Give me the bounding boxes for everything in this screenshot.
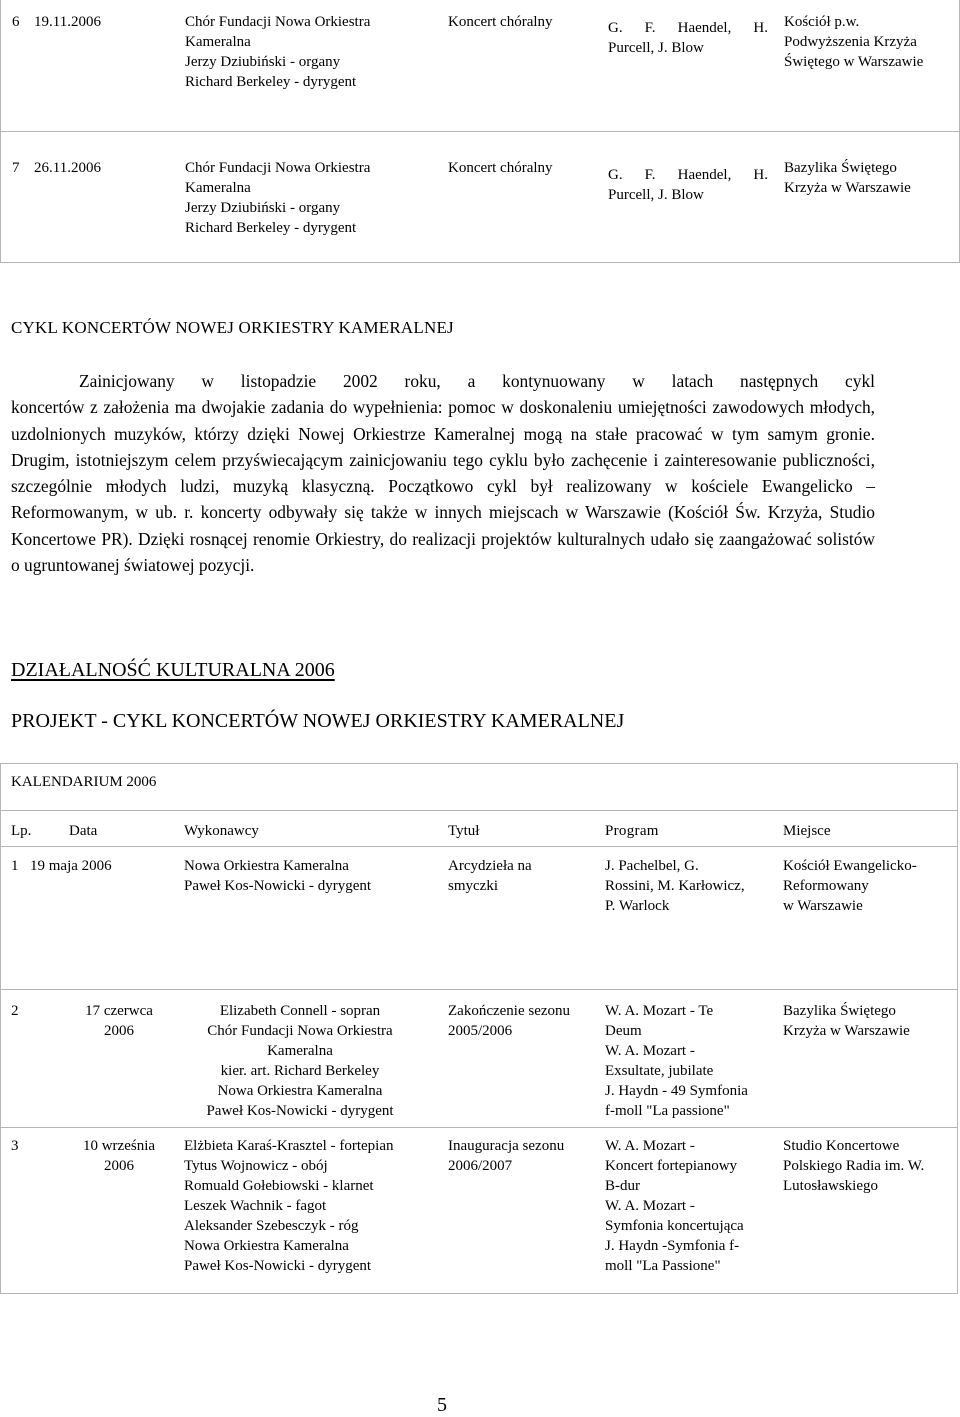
row7-title: Koncert chóralny (448, 160, 553, 176)
row6-lp: 6 (12, 14, 20, 30)
row7-date: 26.11.2006 (34, 160, 101, 176)
row6-date: 19.11.2006 (34, 14, 101, 30)
cal-row3-performers: Elżbieta Karaś-Krasztel - fortepian Tytus Wojnowicz - obój Romuald Gołebiowski - klarnet Leszek Wachnik - fagot Aleksander Szebesczyk - róg Nowa Orkiestra Kameralna Paweł Kos-Nowicki - dyrygent (184, 1138, 394, 1274)
cal-row1-place: Kościół Ewangelicko- Reformowany w Warszawie (783, 858, 917, 914)
header-title: Tytuł (448, 823, 480, 839)
cal-row3-place: Studio Koncertowe Polskiego Radia im. W. Lutosławskiego (783, 1138, 925, 1194)
row6-place: Kościół p.w. Podwyższenia Krzyża Świętego w Warszawie (784, 14, 924, 70)
cal-row1-performers: Nowa Orkiestra Kameralna Paweł Kos-Nowicki - dyrygent (184, 858, 372, 894)
cycle-heading: CYKL KONCERTÓW NOWEJ ORKIESTRY KAMERALNEJ (11, 318, 454, 337)
cal-row3-date: 10 września 2006 (82, 1138, 156, 1174)
row7-place: Bazylika Świętego Krzyża w Warszawie (784, 160, 911, 196)
cal-row1-program: J. Pachelbel, G. Rossini, M. Karłowicz, P. Warlock (605, 858, 745, 914)
project-heading: PROJEKT - CYKL KONCERTÓW NOWEJ ORKIESTRY KAMERALNEJ (11, 710, 625, 732)
intro-first-line: Zainicjowany w listopadzie 2002 roku, a kontynuowany w latach następnych cykl (79, 371, 875, 391)
header-divider (0, 846, 958, 847)
row6-program-line1: G. F. Haendel, H. (608, 20, 768, 36)
cal-row1-lp: 1 (11, 858, 19, 874)
row7-program-line1: G. F. Haendel, H. (608, 167, 768, 183)
intro-body: koncertów z założenia ma dwojakie zadania do wypełnienia: pomoc w doskonaleniu umiejętności zawodowych młodych, uzdolnionych muzyków, którzy dzięki Nowej Orkiestrze Kameralnej mogą na stałe pracować w tym samym gronie. Drugim, istotniejszym celem przyświecającym zainicjowaniu tego cyklu było zachęcenie i zainteresowanie publiczności, szczególnie młodych ludzi, muzyką klasyczną. Początkowo cykl był realizowany w kościele Ewangelicko – Reformowanym, w ub. r. koncerty odbywały się także w innych miejscach w Warszawie (Kościół Św. Krzyża, Studio Koncertowe PR). Dzięki rosnącej renomie Orkiestry, do realizacji projektów kulturalnych udało się zaangażować solistów o ugruntowanej światowej pozycji. (11, 397, 875, 576)
header-program: Program (605, 823, 659, 839)
calendar-caption: KALENDARIUM 2006 (11, 774, 157, 790)
header-lp: Lp. (11, 823, 32, 839)
cal-row2-place: Bazylika Świętego Krzyża w Warszawie (783, 1003, 910, 1039)
cal-row2-program: W. A. Mozart - Te Deum W. A. Mozart - Exsultate, jubilate J. Haydn - 49 Symfonia f-moll "La passione" (605, 1003, 748, 1119)
top-table-divider (0, 131, 960, 132)
section-heading: DZIAŁALNOŚĆ KULTURALNA 2006 (11, 659, 335, 681)
row6-program-line2: Purcell, J. Blow (608, 40, 704, 56)
cal-row3-program: W. A. Mozart - Koncert fortepianowy B-dur W. A. Mozart - Symfonia koncertująca J. Haydn -Symfonia f- moll "La Passione" (605, 1138, 744, 1274)
header-place: Miejsce (783, 823, 831, 839)
page-number: 5 (437, 1394, 447, 1416)
cal-row2-title: Zakończenie sezonu 2005/2006 (448, 1003, 571, 1039)
calendar-table (0, 763, 958, 1294)
header-performers: Wykonawcy (184, 823, 259, 839)
row2-divider (0, 1127, 958, 1128)
row7-performers: Chór Fundacji Nowa Orkiestra Kameralna Jerzy Dziubiński - organy Richard Berkeley - dyrygent (185, 160, 371, 236)
cal-row3-title: Inauguracja sezonu 2006/2007 (448, 1138, 565, 1174)
cal-row1-date: 19 maja 2006 (30, 858, 112, 874)
row1-divider (0, 989, 958, 990)
caption-divider (0, 810, 958, 811)
cal-row2-performers: Elizabeth Connell - sopran Chór Fundacji Nowa Orkiestra Kameralna kier. art. Richard Berkeley Nowa Orkiestra Kameralna Paweł Kos-Nowicki - dyrygent (206, 1003, 394, 1119)
cal-row1-title: Arcydzieła na smyczki (448, 858, 532, 894)
row6-performers: Chór Fundacji Nowa Orkiestra Kameralna Jerzy Dziubiński - organy Richard Berkeley - dyrygent (185, 14, 371, 90)
intro-paragraph (11, 368, 875, 578)
row6-title: Koncert chóralny (448, 14, 553, 30)
cal-row3-lp: 3 (11, 1138, 19, 1154)
row7-program-line2: Purcell, J. Blow (608, 187, 704, 203)
cal-row2-lp: 2 (11, 1003, 19, 1019)
cal-row2-date: 17 czerwca 2006 (85, 1003, 153, 1039)
header-date: Data (69, 823, 98, 839)
row7-lp: 7 (12, 160, 20, 176)
